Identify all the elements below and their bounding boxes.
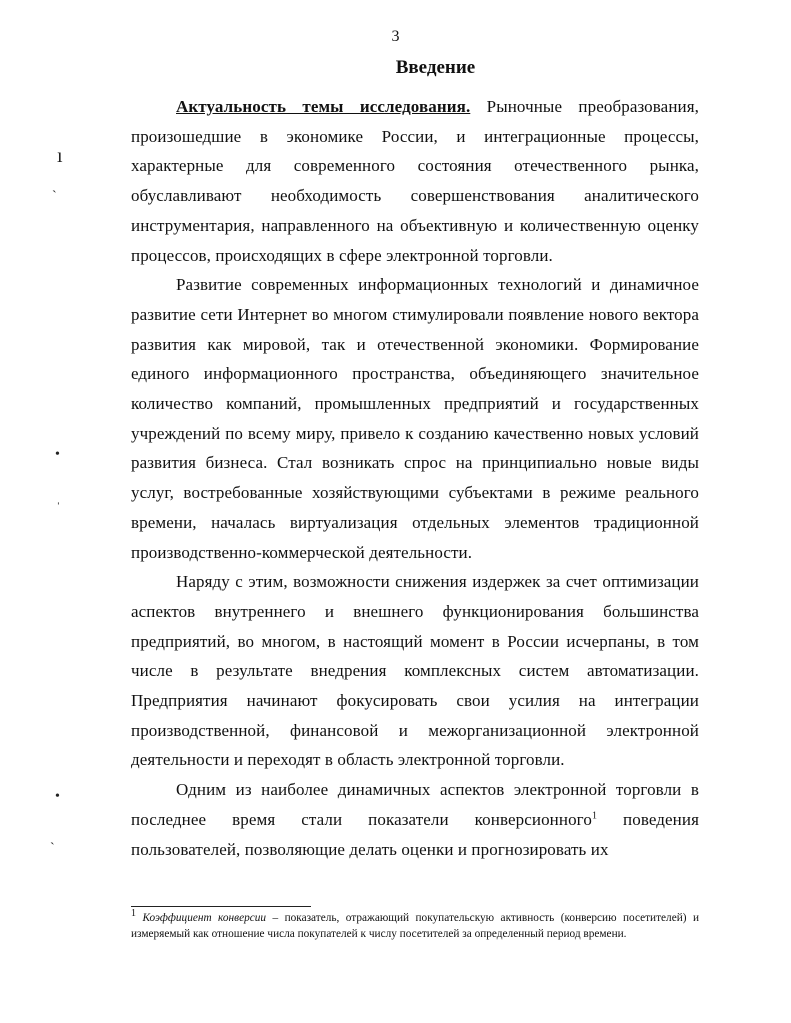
footnote-text: – показатель, отражающий покупательскую активность (конверсию посетителей) и измеряемый как отношение числа покупателей к числу посетителей за определенный период времени.	[131, 912, 699, 940]
paragraph-text: поведения пользователей, позволяющие делать оценки и прогнозировать их	[131, 809, 699, 859]
footnote	[131, 908, 699, 942]
paragraph-cost-reduction: Наряду с этим, возможности снижения издержек за счет оптимизации аспектов внутреннего и внешнего функционирования большинства предприятий, во многом, в настоящий момент в России исчерпаны, в том числе в результате внедрения комплексных систем автоматизации. Предприятия начинают фокусировать свои усилия на интеграции производственной, финансовой и межорганизационной электронной деятельности и переходят в область электронной торговли.	[131, 572, 699, 770]
paragraph-text: Одним из наиболее динамичных аспектов электронной торговли в последнее время стали показатели конверсионного	[131, 780, 699, 829]
footnote-reference: 1	[591, 810, 598, 822]
scan-artifact-mark: ˈ	[56, 501, 61, 516]
scan-artifact-mark: ˋ	[52, 189, 57, 204]
paragraph-text: Рыночные преобразования, произошедшие в экономике России, и интеграционные процессы, характерные для современного состояния отечественного рынка, обуславливают необходимость совершенствования аналитического инструментария, направленного на объективную и количественную оценку процессов, происходящих в сфере электронной торговли.	[131, 97, 699, 265]
footnote-divider	[131, 906, 311, 907]
scan-artifact-mark: •	[55, 789, 60, 804]
paragraph-it-development: Развитие современных информационных технологий и динамичное развитие сети Интернет во многом стимулировали появление нового вектора развития как мировой, так и отечественной экономики. Формирование единого информационного пространства, объединяющего значительное количество компаний, промышленных предприятий и государственных учреждений по всему миру, привело к созданию качественно новых условий развития бизнеса. Стал возникать спрос на принципиально новые виды услуг, востребованные хозяйствующими субъектами в режиме реального времени, началась виртуализация отдельных элементов традиционной производственно-коммерческой деятельности.	[131, 275, 699, 562]
scan-artifact-mark: ı	[57, 145, 63, 167]
paragraph-lead: Актуальность темы исследования.	[176, 97, 471, 116]
body-text	[131, 92, 699, 864]
paragraph-relevance	[131, 92, 699, 270]
paragraph-conversion	[131, 775, 699, 864]
footnote-number: 1	[131, 908, 136, 920]
scan-artifact-mark: •	[55, 447, 60, 462]
page-title: Введение	[395, 57, 476, 78]
footnote-term: Коэффициент конверсии	[142, 912, 267, 924]
scan-artifact-mark: ˋ	[50, 841, 55, 856]
page-number: 3	[391, 28, 400, 45]
